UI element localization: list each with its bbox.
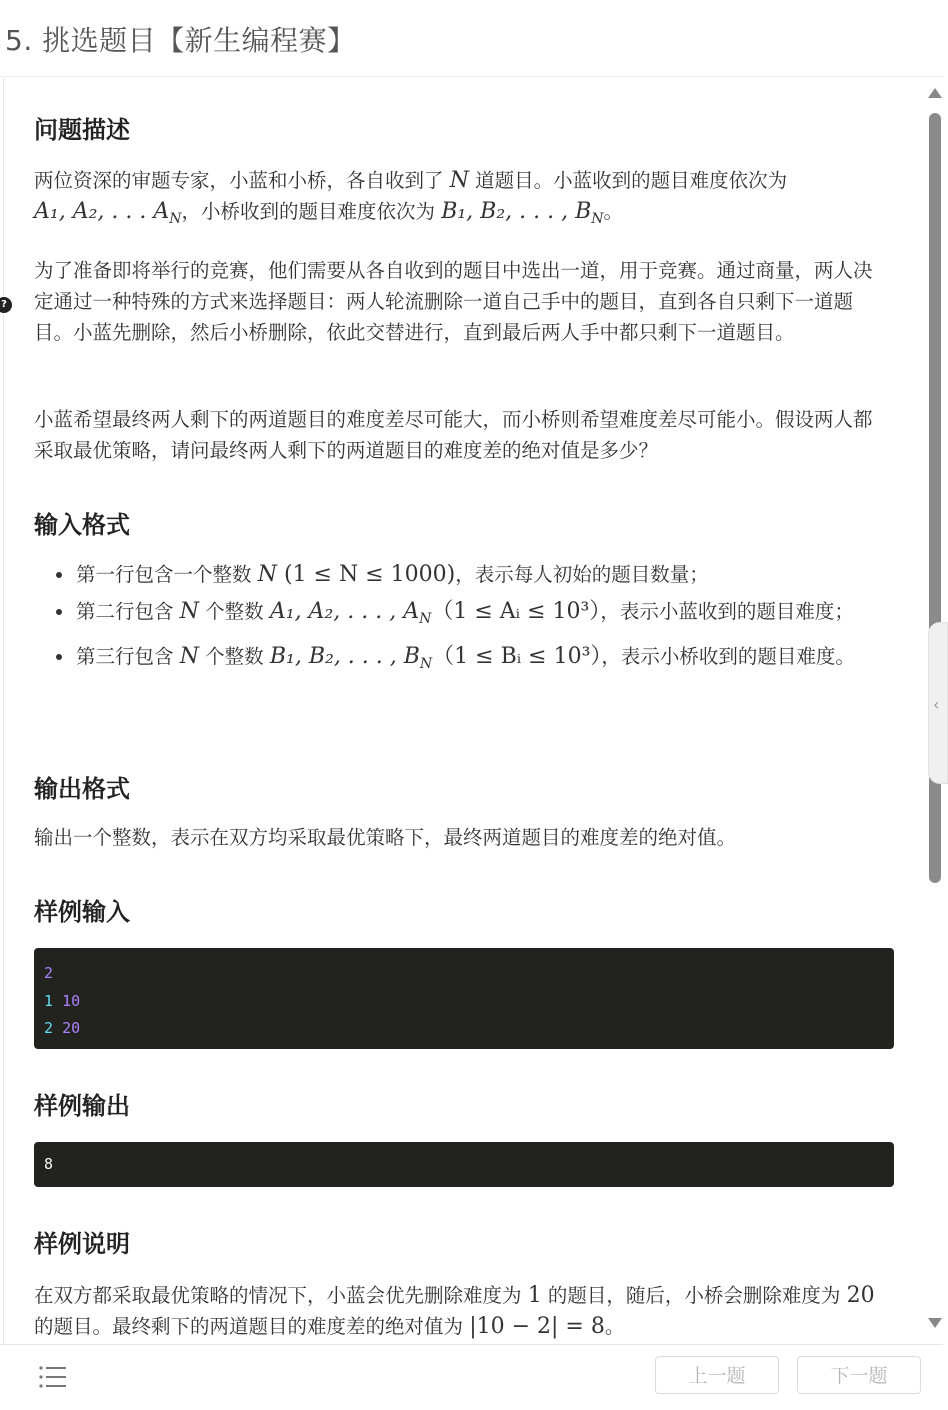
- section-heading-sample-input: 样例输入: [34, 898, 130, 926]
- math-n: N: [449, 168, 469, 193]
- input-format-list: [34, 559, 884, 686]
- code-number: 2: [44, 964, 54, 982]
- math-n: N: [179, 599, 199, 624]
- desc-text: 。: [603, 200, 624, 223]
- section-heading-description: 问题描述: [34, 116, 130, 144]
- item-text: 个整数: [198, 644, 270, 668]
- next-problem-button[interactable]: 下一题: [797, 1356, 921, 1394]
- description-paragraph-3: 小蓝希望最终两人剩下的两道题目的难度差尽可能大，而小桥则希望难度差尽可能小。假设两人都采取最优策略，请问最终两人剩下的两道题目的难度差的绝对值是多少？: [34, 408, 873, 462]
- sample-input-code-block[interactable]: [34, 948, 894, 1049]
- code-line: [44, 988, 884, 1016]
- section-heading-explanation: 样例说明: [34, 1230, 130, 1258]
- list-item: [34, 641, 884, 680]
- list-item: [34, 559, 884, 590]
- math-a-subscript: N: [169, 210, 182, 227]
- page-title: 5. 挑选题目【新生编程赛】: [5, 24, 356, 57]
- desc-text: 两位资深的审题专家，小蓝和小桥，各自收到了: [34, 169, 450, 192]
- math-n: N: [257, 562, 277, 587]
- footer-bar: [0, 1344, 943, 1410]
- math-a-sequence: A₁, A₂, . . . A: [34, 199, 170, 224]
- math-b-sequence: B₁, B₂, . . . , B: [269, 643, 420, 669]
- desc-text: 道题目。小蓝收到的题目难度依次为: [468, 169, 788, 192]
- item-text: 第一行包含一个整数: [76, 563, 258, 586]
- item-text: ，表示每人初始的题目数量；: [455, 563, 709, 586]
- list-item: [34, 596, 884, 635]
- item-text: ，表示小桥收到的题目难度。: [601, 644, 855, 668]
- math-b-subscript: N: [591, 210, 604, 227]
- section-heading-output: 输出格式: [34, 775, 130, 803]
- item-text: 第三行包含: [76, 644, 180, 668]
- code-line: [44, 960, 884, 988]
- math-n: N: [179, 643, 199, 669]
- scroll-up-arrow-icon[interactable]: [928, 88, 942, 98]
- math-value: 20: [846, 1283, 875, 1308]
- problem-content-panel[interactable]: [3, 78, 932, 1344]
- explanation-text: [34, 1280, 884, 1342]
- desc-text: ，小桥收到的题目难度依次为: [181, 200, 442, 223]
- math-formula: |10 − 2| = 8: [469, 1314, 605, 1339]
- list-icon[interactable]: [38, 1364, 68, 1390]
- code-number: 20: [62, 1019, 81, 1037]
- code-line: [44, 1015, 884, 1043]
- section-heading-sample-output: 样例输出: [34, 1092, 130, 1120]
- bullet-icon: [56, 609, 62, 615]
- item-text: 个整数: [198, 600, 270, 623]
- section-heading-input: 输入格式: [34, 511, 130, 539]
- collapse-panel-tab[interactable]: [928, 622, 948, 784]
- expl-text: 在双方都采取最优策略的情况下，小蓝会优先删除难度为: [34, 1284, 528, 1307]
- item-text: ，表示小蓝收到的题目难度；: [600, 600, 854, 623]
- code-number: 2: [44, 1019, 54, 1037]
- description-paragraph-2: 为了准备即将举行的竞赛，他们需要从各自收到的题目中选出一道，用于竞赛。通过商量，两人决定通过一种特殊的方式来选择题目：两人轮流删除一道自己手中的题目，直到各自只剩下一道题目。小蓝先删除，然后小桥删除，依此交替进行，直到最后两人手中都只剩下一道题目。: [34, 259, 873, 344]
- math-subscript: N: [419, 610, 432, 627]
- item-text: 第二行包含: [76, 600, 180, 623]
- expl-text: 的题目，随后，小桥会删除难度为: [541, 1284, 847, 1307]
- expl-text: 的题目。最终剩下的两道题目的难度差的绝对值为: [34, 1315, 470, 1338]
- code-number: 1: [44, 991, 54, 1010]
- math-b-sequence: B₁, B₂, . . . , B: [441, 199, 592, 224]
- math-range: （1 ≤ Bᵢ ≤ 10³）: [432, 643, 602, 669]
- scroll-down-arrow-icon[interactable]: [928, 1318, 942, 1328]
- math-value: 1: [527, 1283, 542, 1308]
- expl-text: 。: [604, 1315, 625, 1338]
- bullet-icon: [56, 572, 62, 578]
- prev-problem-button[interactable]: 上一题: [655, 1356, 779, 1394]
- bullet-icon: [56, 654, 62, 660]
- title-bar: [0, 0, 943, 77]
- help-badge-icon[interactable]: ?: [0, 297, 12, 313]
- code-number: 10: [62, 991, 81, 1010]
- math-range: (1 ≤ N ≤ 1000): [276, 562, 456, 587]
- output-format-text: 输出一个整数，表示在双方均采取最优策略下，最终两道题目的难度差的绝对值。: [34, 826, 737, 849]
- math-a-sequence: A₁, A₂, . . . , A: [269, 599, 420, 624]
- description-paragraph-1: [34, 165, 884, 235]
- code-line: 8: [44, 1155, 54, 1173]
- math-subscript: N: [419, 655, 433, 672]
- sample-output-code-block[interactable]: [34, 1142, 894, 1187]
- math-range: （1 ≤ Aᵢ ≤ 10³）: [431, 599, 601, 624]
- chevron-left-icon: ‹: [933, 695, 940, 714]
